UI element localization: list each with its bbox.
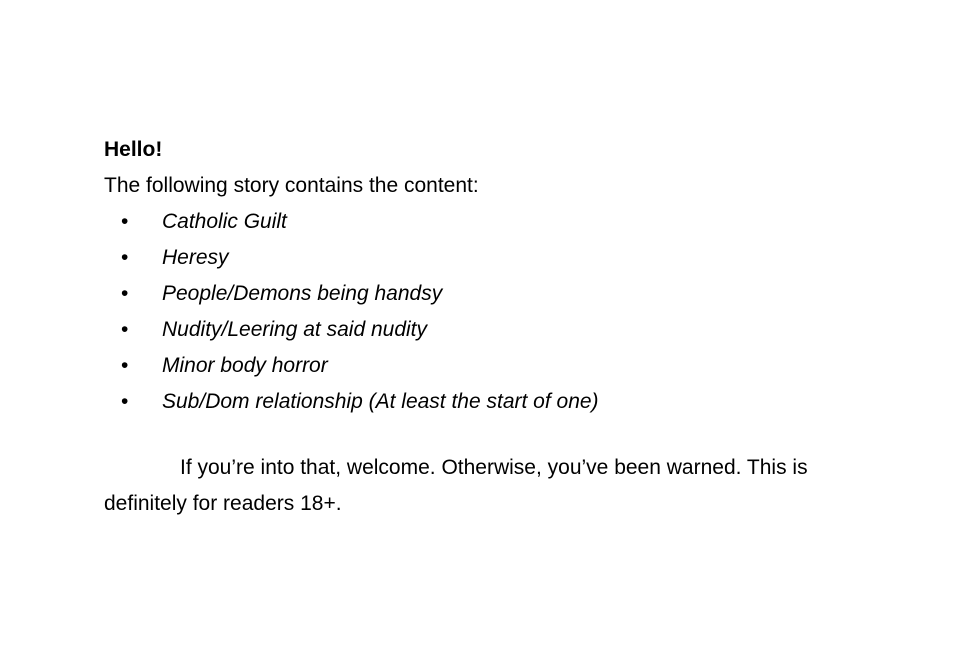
document-page bbox=[104, 132, 864, 522]
bullet-icon: • bbox=[121, 246, 129, 269]
intro-text: The following story contains the content: bbox=[104, 174, 479, 197]
list-item bbox=[104, 384, 864, 420]
list-item bbox=[104, 204, 864, 240]
bullet-icon: • bbox=[121, 210, 129, 233]
bullet-icon: • bbox=[121, 390, 129, 413]
content-warning-text: Minor body horror bbox=[162, 354, 328, 377]
content-warning-text: People/Demons being handsy bbox=[162, 282, 443, 305]
list-item bbox=[104, 276, 864, 312]
bullet-icon: • bbox=[121, 318, 129, 341]
bullet-icon: • bbox=[121, 354, 129, 377]
closing-paragraph: If you’re into that, welcome. Otherwise, you’ve been warned. This is definitely for readers 18+. bbox=[104, 456, 808, 515]
content-warning-text: Heresy bbox=[162, 246, 229, 269]
content-warning-text: Catholic Guilt bbox=[162, 210, 287, 233]
content-warning-text: Sub/Dom relationship (At least the start of one) bbox=[162, 390, 599, 413]
greeting-heading: Hello! bbox=[104, 138, 163, 161]
content-warning-list bbox=[104, 204, 864, 420]
content-warning-text: Nudity/Leering at said nudity bbox=[162, 318, 427, 341]
list-item bbox=[104, 240, 864, 276]
list-item bbox=[104, 312, 864, 348]
list-item bbox=[104, 348, 864, 384]
bullet-icon: • bbox=[121, 282, 129, 305]
